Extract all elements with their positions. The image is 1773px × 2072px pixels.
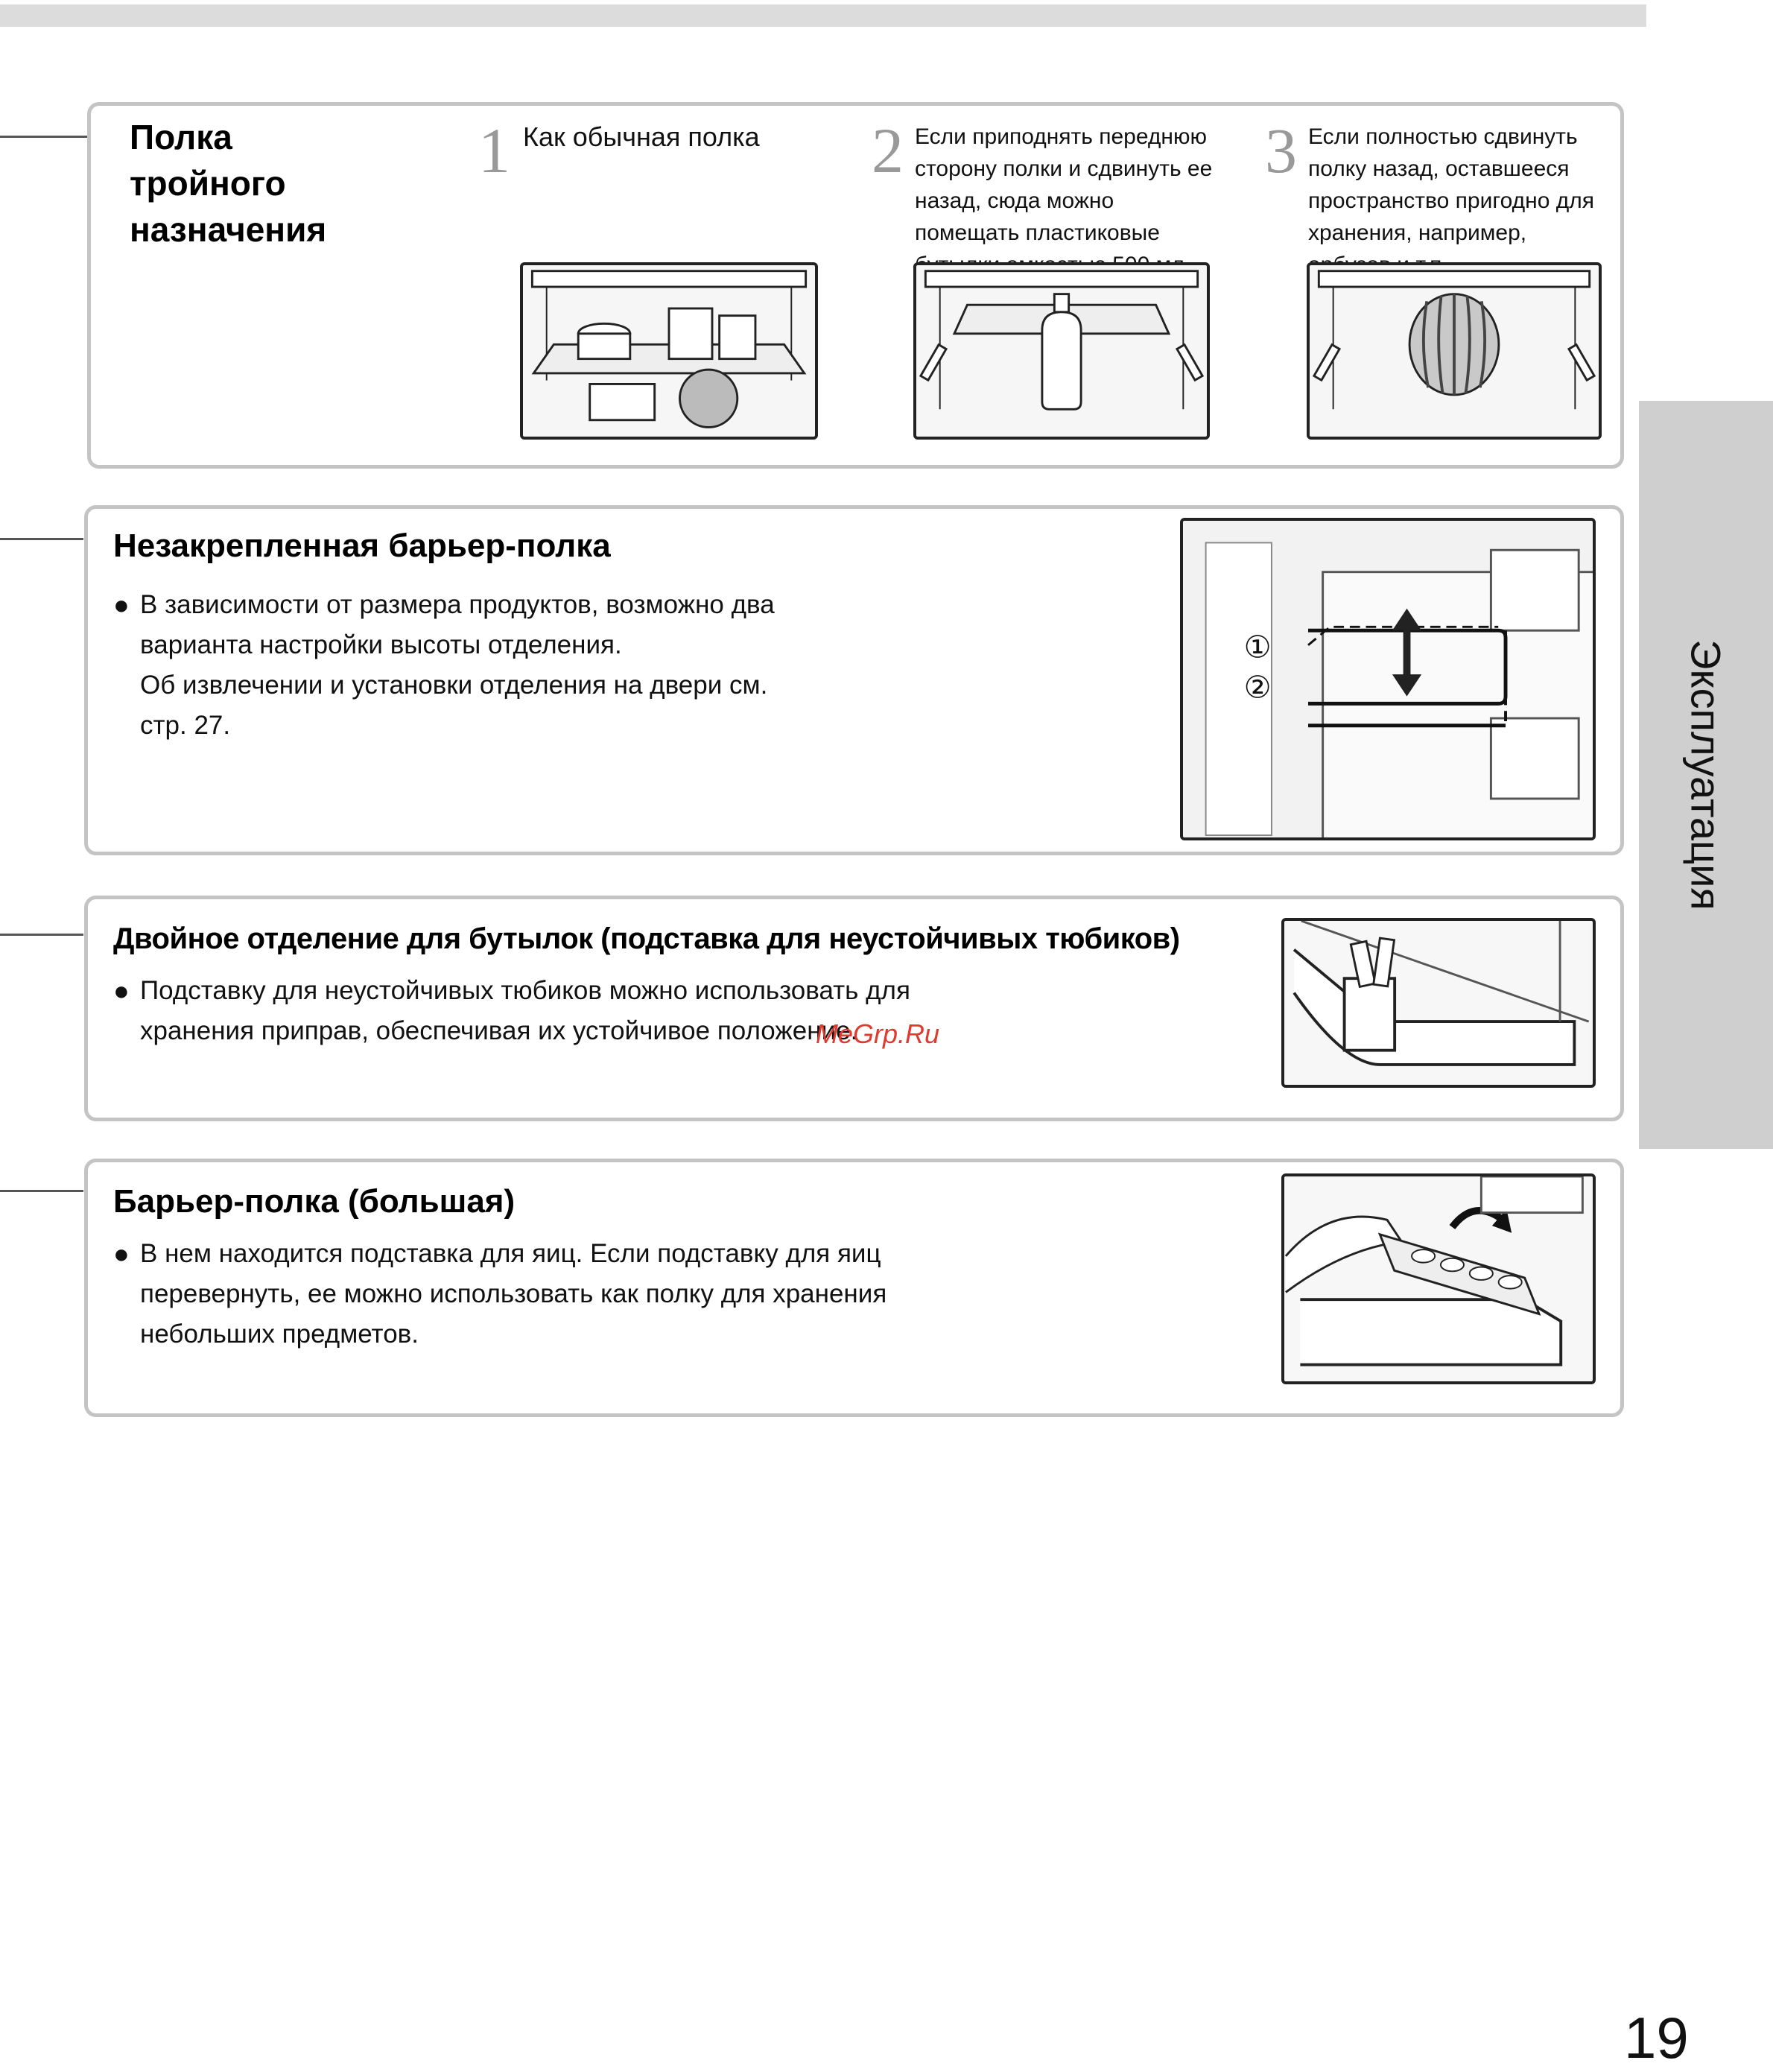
- page-number: 19: [1624, 2005, 1689, 2071]
- top-gray-bar: [0, 4, 1646, 27]
- barrier-shelf-title: Незакрепленная барьер-полка: [113, 527, 611, 564]
- bottle-compartment-figure: [1281, 918, 1596, 1088]
- shelf-normal-figure: [520, 262, 818, 440]
- step-1-text: Как обычная полка: [523, 121, 760, 152]
- barrier-large-figure: [1281, 1173, 1596, 1384]
- shelf-watermelon-figure: [1307, 262, 1602, 440]
- shelf-bottle-drawing: [916, 265, 1207, 437]
- step-2-text: Если приподнять переднюю сторону полки и сдвинуть ее назад, сюда можно помещать пластиковые: [915, 124, 1213, 245]
- position-2-label: ②: [1243, 669, 1272, 706]
- bottle-compartment-drawing: [1284, 921, 1593, 1085]
- shelf-normal-drawing: [523, 265, 815, 437]
- barrier-large-text-line: В нем находится подставка для яиц. Если подставку для яиц перевернуть, ее можно использовать как полку для хранения небольших предметов.: [140, 1239, 887, 1349]
- position-1-label: ①: [1243, 629, 1272, 665]
- barrier-large-text: [113, 1234, 974, 1355]
- barrier-shelf-text-line: В зависимости от размера продуктов, возможно два варианта настройки высоты отделения.: [140, 590, 775, 659]
- barrier-shelf-drawing: [1183, 521, 1593, 837]
- bottle-compartment-title: Двойное отделение для бутылок (подставка для неустойчивых тюбиков): [113, 922, 1180, 955]
- bullet-dot: ●: [113, 975, 130, 1006]
- shelf-bottle-figure: [913, 262, 1210, 440]
- section-connector: [0, 934, 83, 936]
- shelf-watermelon-drawing: [1310, 265, 1599, 437]
- triple-shelf-title: Полка тройного назначения: [130, 118, 327, 249]
- watermark: MeGrp.Ru: [816, 1018, 940, 1049]
- side-tab-label: Эксплуатация: [1682, 639, 1730, 910]
- section-connector: [0, 1190, 83, 1192]
- barrier-large-drawing: [1284, 1176, 1593, 1381]
- step-3-number: 3: [1265, 115, 1297, 186]
- step-2-number: 2: [872, 115, 904, 186]
- barrier-large-title: Барьер-полка (большая): [113, 1183, 516, 1220]
- barrier-shelf-text: [113, 585, 796, 746]
- bullet-dot: ●: [113, 1238, 130, 1269]
- section-connector: [0, 136, 91, 138]
- step-1-number: 1: [478, 115, 510, 186]
- step-3-text: Если полностью сдвинуть полку назад, оставшееся пространство пригодно для хранения, например,: [1308, 124, 1594, 245]
- barrier-shelf-text-line: Об извлечении и установки отделения на двери см. стр. 27.: [140, 671, 768, 740]
- section-connector: [0, 538, 83, 540]
- bottle-compartment-text-line: Подставку для неустойчивых тюбиков можно использовать для хранения приправ, обеспечивая их устойчивое положение.: [140, 976, 910, 1045]
- bullet-dot: ●: [113, 589, 130, 620]
- barrier-shelf-figure: [1180, 518, 1596, 840]
